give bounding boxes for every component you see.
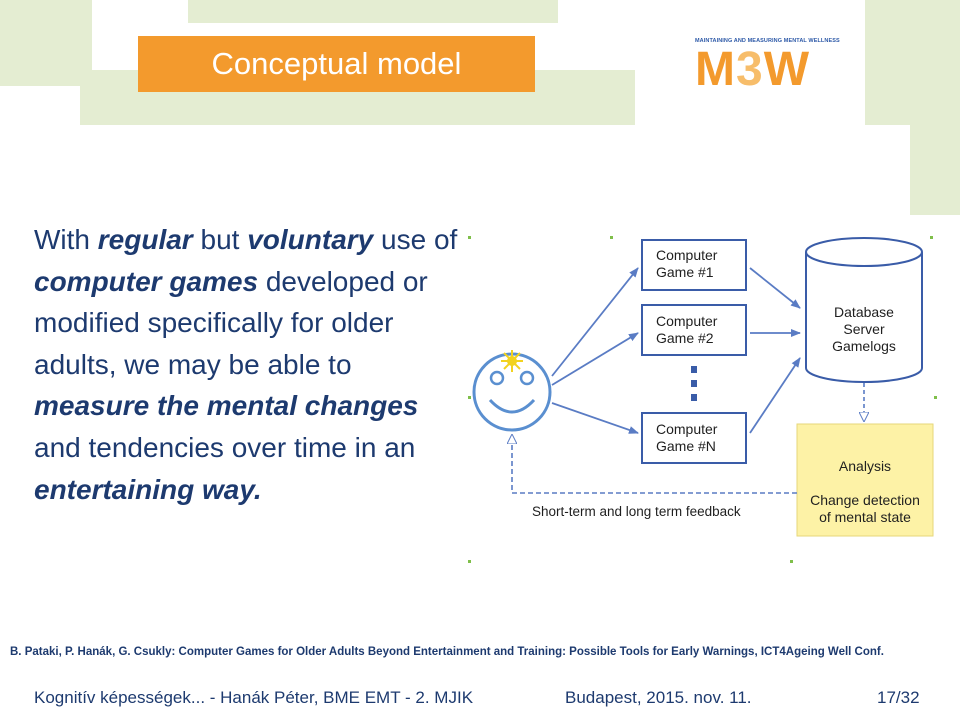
reference-citation: B. Pataki, P. Hanák, G. Csukly: Computer Games for Older Adults Beyond Entertainment and Training: Possible Tools for Early Warnings, ICT4Ageing Well Conf. <box>10 646 884 658</box>
brain-spark-icon <box>501 350 523 372</box>
body-segment: developed or modified specifically for older adults, we may be able to <box>34 265 428 380</box>
svg-text:Server: Server <box>843 321 885 337</box>
logo-mark: M3W <box>695 43 810 96</box>
svg-text:Database: Database <box>834 304 894 320</box>
ellipsis-dots <box>691 366 697 401</box>
conceptual-diagram <box>460 228 940 573</box>
page-title: Conceptual model <box>138 36 535 92</box>
body-segment: but <box>192 224 248 255</box>
svg-text:Computer: Computer <box>656 247 718 263</box>
svg-text:of mental state: of mental state <box>819 509 911 525</box>
svg-text:Game #1: Game #1 <box>656 264 714 280</box>
decor-block <box>0 0 92 86</box>
body-text <box>34 219 464 510</box>
body-emphasis: entertaining way. <box>34 473 262 505</box>
svg-text:Computer: Computer <box>656 313 718 329</box>
svg-text:Game #N: Game #N <box>656 438 716 454</box>
svg-text:Gamelogs: Gamelogs <box>832 338 896 354</box>
body-emphasis: regular <box>97 224 193 255</box>
decor-block <box>910 90 960 215</box>
page-number: 17/32 <box>877 688 920 707</box>
logo-tagline: MAINTAINING AND MEASURING MENTAL WELLNESS <box>695 38 840 44</box>
svg-text:Computer: Computer <box>656 421 718 437</box>
body-emphasis: computer games <box>34 265 259 297</box>
body-emphasis: voluntary <box>247 224 374 255</box>
svg-text:Game #2: Game #2 <box>656 330 714 346</box>
body-segment: use of <box>373 224 458 255</box>
body-emphasis: measure the mental changes <box>34 390 419 422</box>
game-box-n <box>642 413 746 463</box>
analysis-box <box>797 424 933 536</box>
game-box-1 <box>642 240 746 290</box>
body-segment: With <box>34 224 98 255</box>
feedback-label: Short-term and long term feedback <box>532 504 741 519</box>
body-segment: and tendencies over time in an <box>34 431 416 463</box>
footer <box>0 678 960 707</box>
game-box-2 <box>642 305 746 355</box>
svg-text:Analysis: Analysis <box>838 458 892 474</box>
decor-block <box>188 0 558 23</box>
database-cylinder <box>806 238 922 382</box>
footer-date: Budapest, 2015. nov. 11. <box>565 688 752 707</box>
footer-course: Kognitív képességek... - Hanák Péter, BME EMT - 2. MJIK <box>34 688 474 707</box>
svg-text:Change detection: Change detection <box>810 492 920 508</box>
m3w-logo <box>695 38 865 108</box>
